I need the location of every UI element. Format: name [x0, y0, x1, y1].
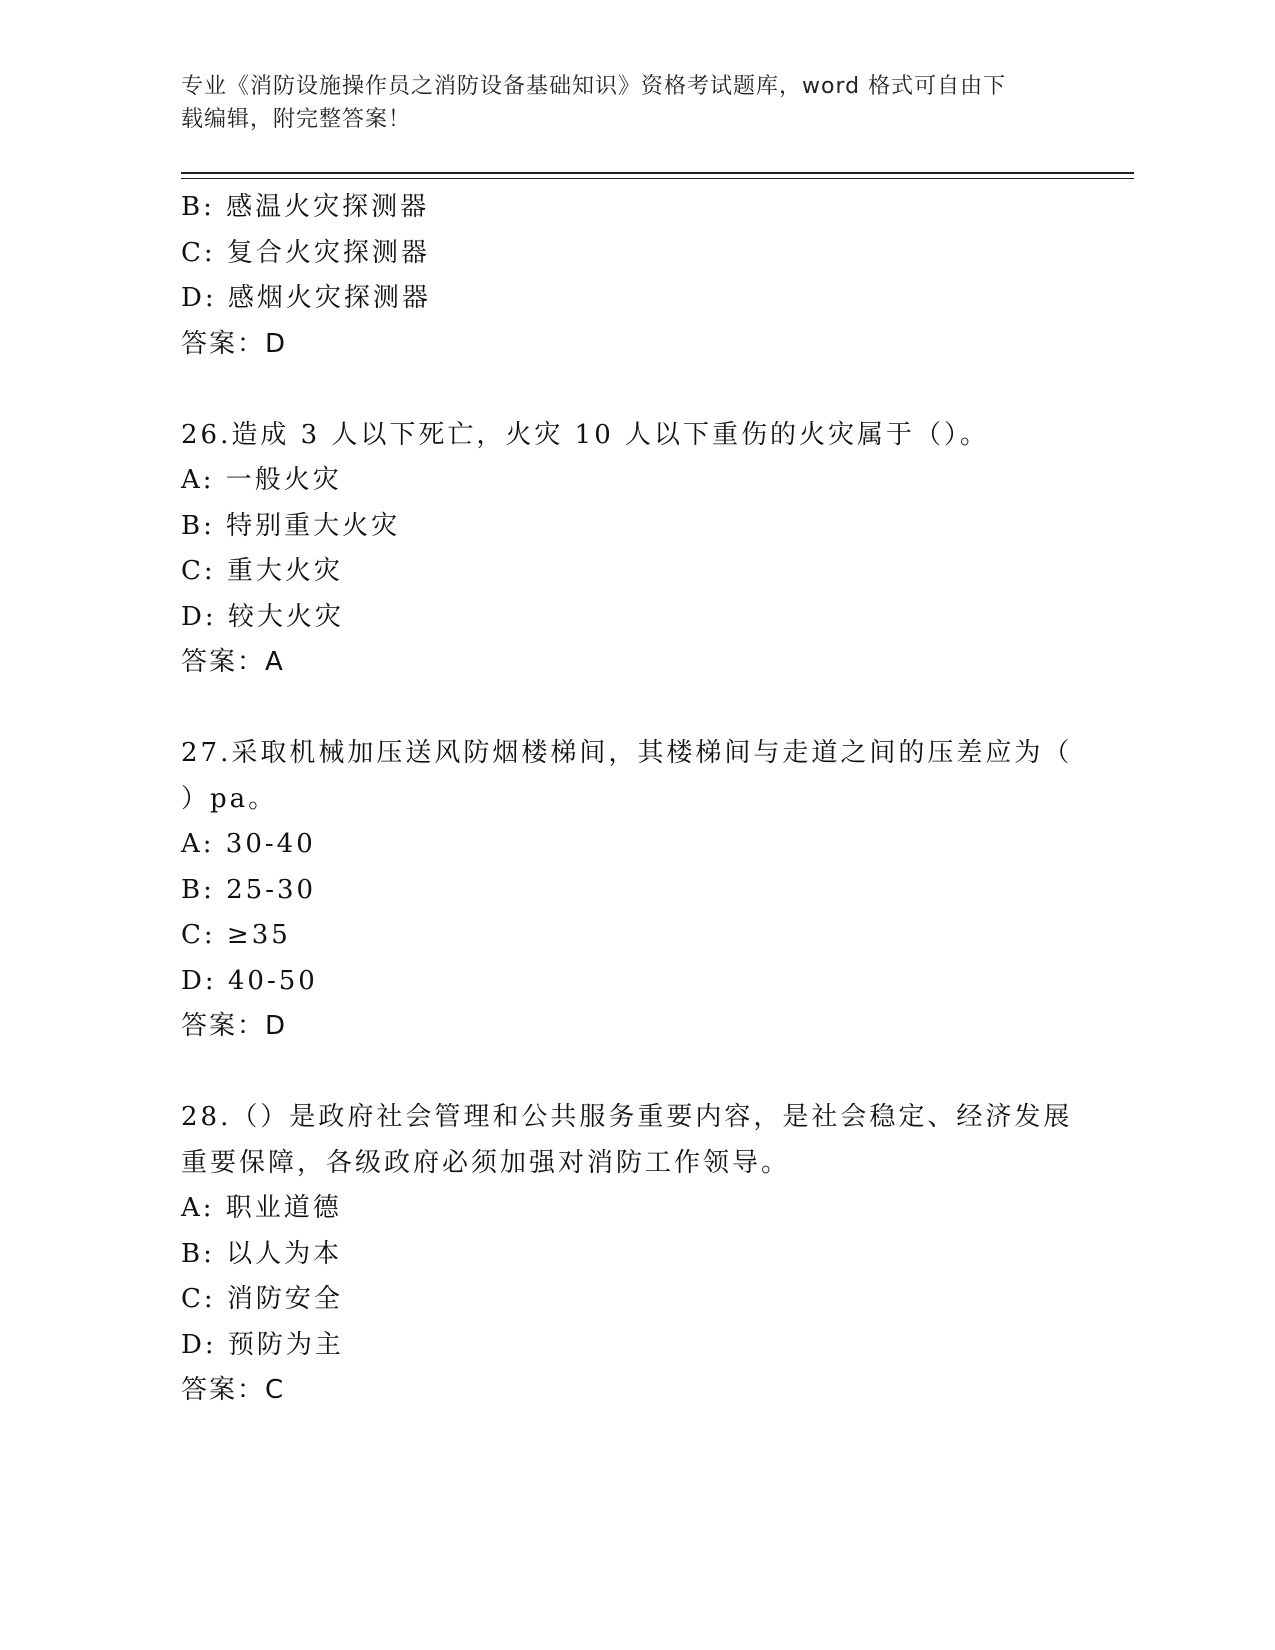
option-b: B: 25-30 [181, 874, 317, 905]
option-a: A: 一般火灾 [181, 465, 342, 495]
option-d: D: 较大火灾 [181, 601, 344, 632]
question-list [181, 185, 1081, 1414]
header-line-2: 载编辑，附完整答案！ [181, 107, 412, 132]
question-stem: 27.采取机械加压送风防烟楼梯间，其楼梯间与走道之间的压差应为（ [181, 738, 1073, 768]
option-a: A: 30-40 [181, 829, 316, 859]
question-stem: 28.（）是政府社会管理和公共服务重要内容，是社会稳定、经济发展 [181, 1102, 1073, 1132]
question-28 [181, 1095, 1081, 1414]
header-divider-thin [181, 178, 1134, 179]
option-b: B: 以人为本 [181, 1238, 343, 1269]
answer: 答案：D [181, 1011, 288, 1041]
option-c: C: 复合火灾探测器 [181, 237, 430, 268]
header-divider-thick [181, 172, 1134, 174]
option-d: D: 预防为主 [181, 1329, 344, 1360]
answer: 答案：A [181, 647, 285, 677]
option-c: C: ≥35 [181, 920, 291, 950]
document-header [181, 70, 1061, 136]
spacer [181, 686, 1081, 732]
option-b: B: 特别重大火灾 [181, 510, 401, 541]
header-line-1: 专业《消防设施操作员之消防设备基础知识》资格考试题库，word 格式可自由下 [181, 74, 1007, 99]
spacer [181, 367, 1081, 413]
answer: 答案：C [181, 1375, 286, 1405]
question-25 [181, 185, 1081, 367]
answer: 答案：D [181, 328, 288, 359]
option-b: B: 感温火灾探测器 [181, 192, 430, 222]
option-c: C: 重大火灾 [181, 556, 343, 586]
question-27 [181, 731, 1081, 1050]
question-stem: 26.造成 3 人以下死亡，火灾 10 人以下重伤的火灾属于（）。 [181, 419, 990, 450]
option-d: D: 感烟火灾探测器 [181, 283, 431, 313]
question-stem-continued: ）pa。 [181, 783, 278, 814]
question-26 [181, 413, 1081, 686]
question-stem-continued: 重要保障，各级政府必须加强对消防工作领导。 [181, 1147, 791, 1178]
option-d: D: 40-50 [181, 965, 318, 996]
option-a: A: 职业道德 [181, 1193, 342, 1223]
option-c: C: 消防安全 [181, 1284, 343, 1314]
spacer [181, 1050, 1081, 1096]
